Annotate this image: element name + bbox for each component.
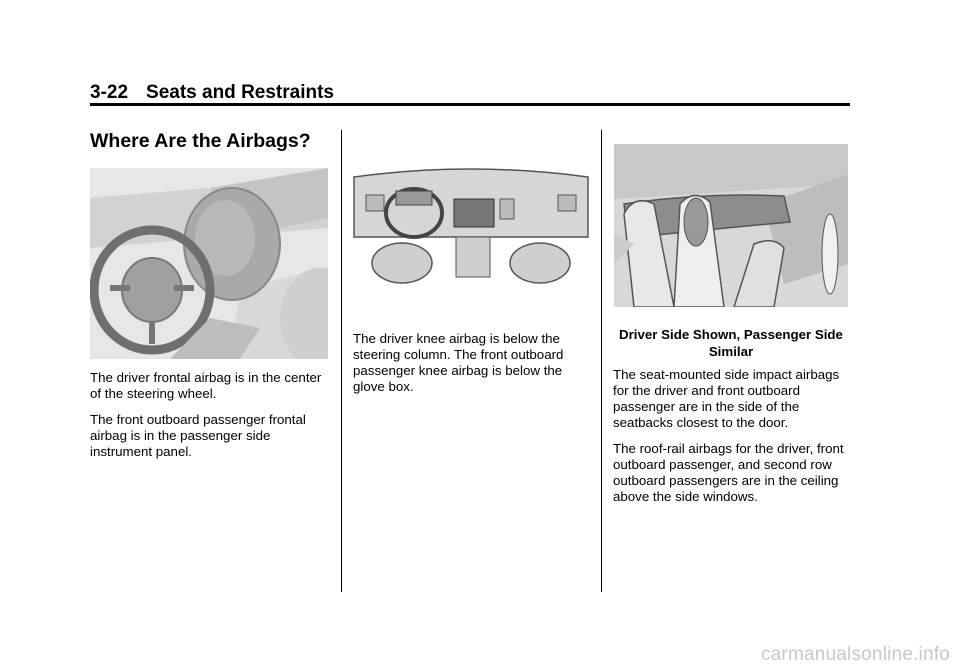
driver-frontal-text: The driver frontal airbag is in the center of the steering wheel. — [90, 370, 322, 401]
column-divider-1 — [341, 130, 342, 592]
column-1-text — [90, 370, 330, 470]
frontal-airbag-illustration — [90, 168, 328, 359]
section-heading: Where Are the Airbags? — [90, 130, 311, 152]
section-title: Seats and Restraints — [146, 82, 334, 103]
column-2-text — [353, 331, 591, 405]
side-airbag-illustration — [614, 144, 848, 307]
passenger-frontal-text: The front outboard passenger frontal airbag is in the passenger side instrument panel. — [90, 412, 306, 459]
page-number: 3-22 — [90, 82, 129, 103]
watermark: carmanualsonline.info — [760, 644, 950, 665]
knee-airbag-text: The driver knee airbag is below the steering column. The front outboard passenger knee airbag is below the glove box. — [353, 331, 564, 394]
roof-rail-text: The roof-rail airbags for the driver, front outboard passenger, and second row outboard passengers are in the ceiling above the side windows. — [613, 441, 844, 504]
column-divider-2 — [601, 130, 602, 592]
page-header — [90, 82, 334, 104]
header-rule — [90, 103, 850, 106]
column-3-text — [613, 367, 853, 515]
illustration-caption: Driver Side Shown, Passenger Side Similar — [619, 327, 843, 359]
knee-airbag-illustration — [352, 165, 590, 287]
side-impact-text: The seat-mounted side impact airbags for the driver and front outboard passenger are in the side of the seatbacks closest to the door. — [613, 367, 840, 430]
